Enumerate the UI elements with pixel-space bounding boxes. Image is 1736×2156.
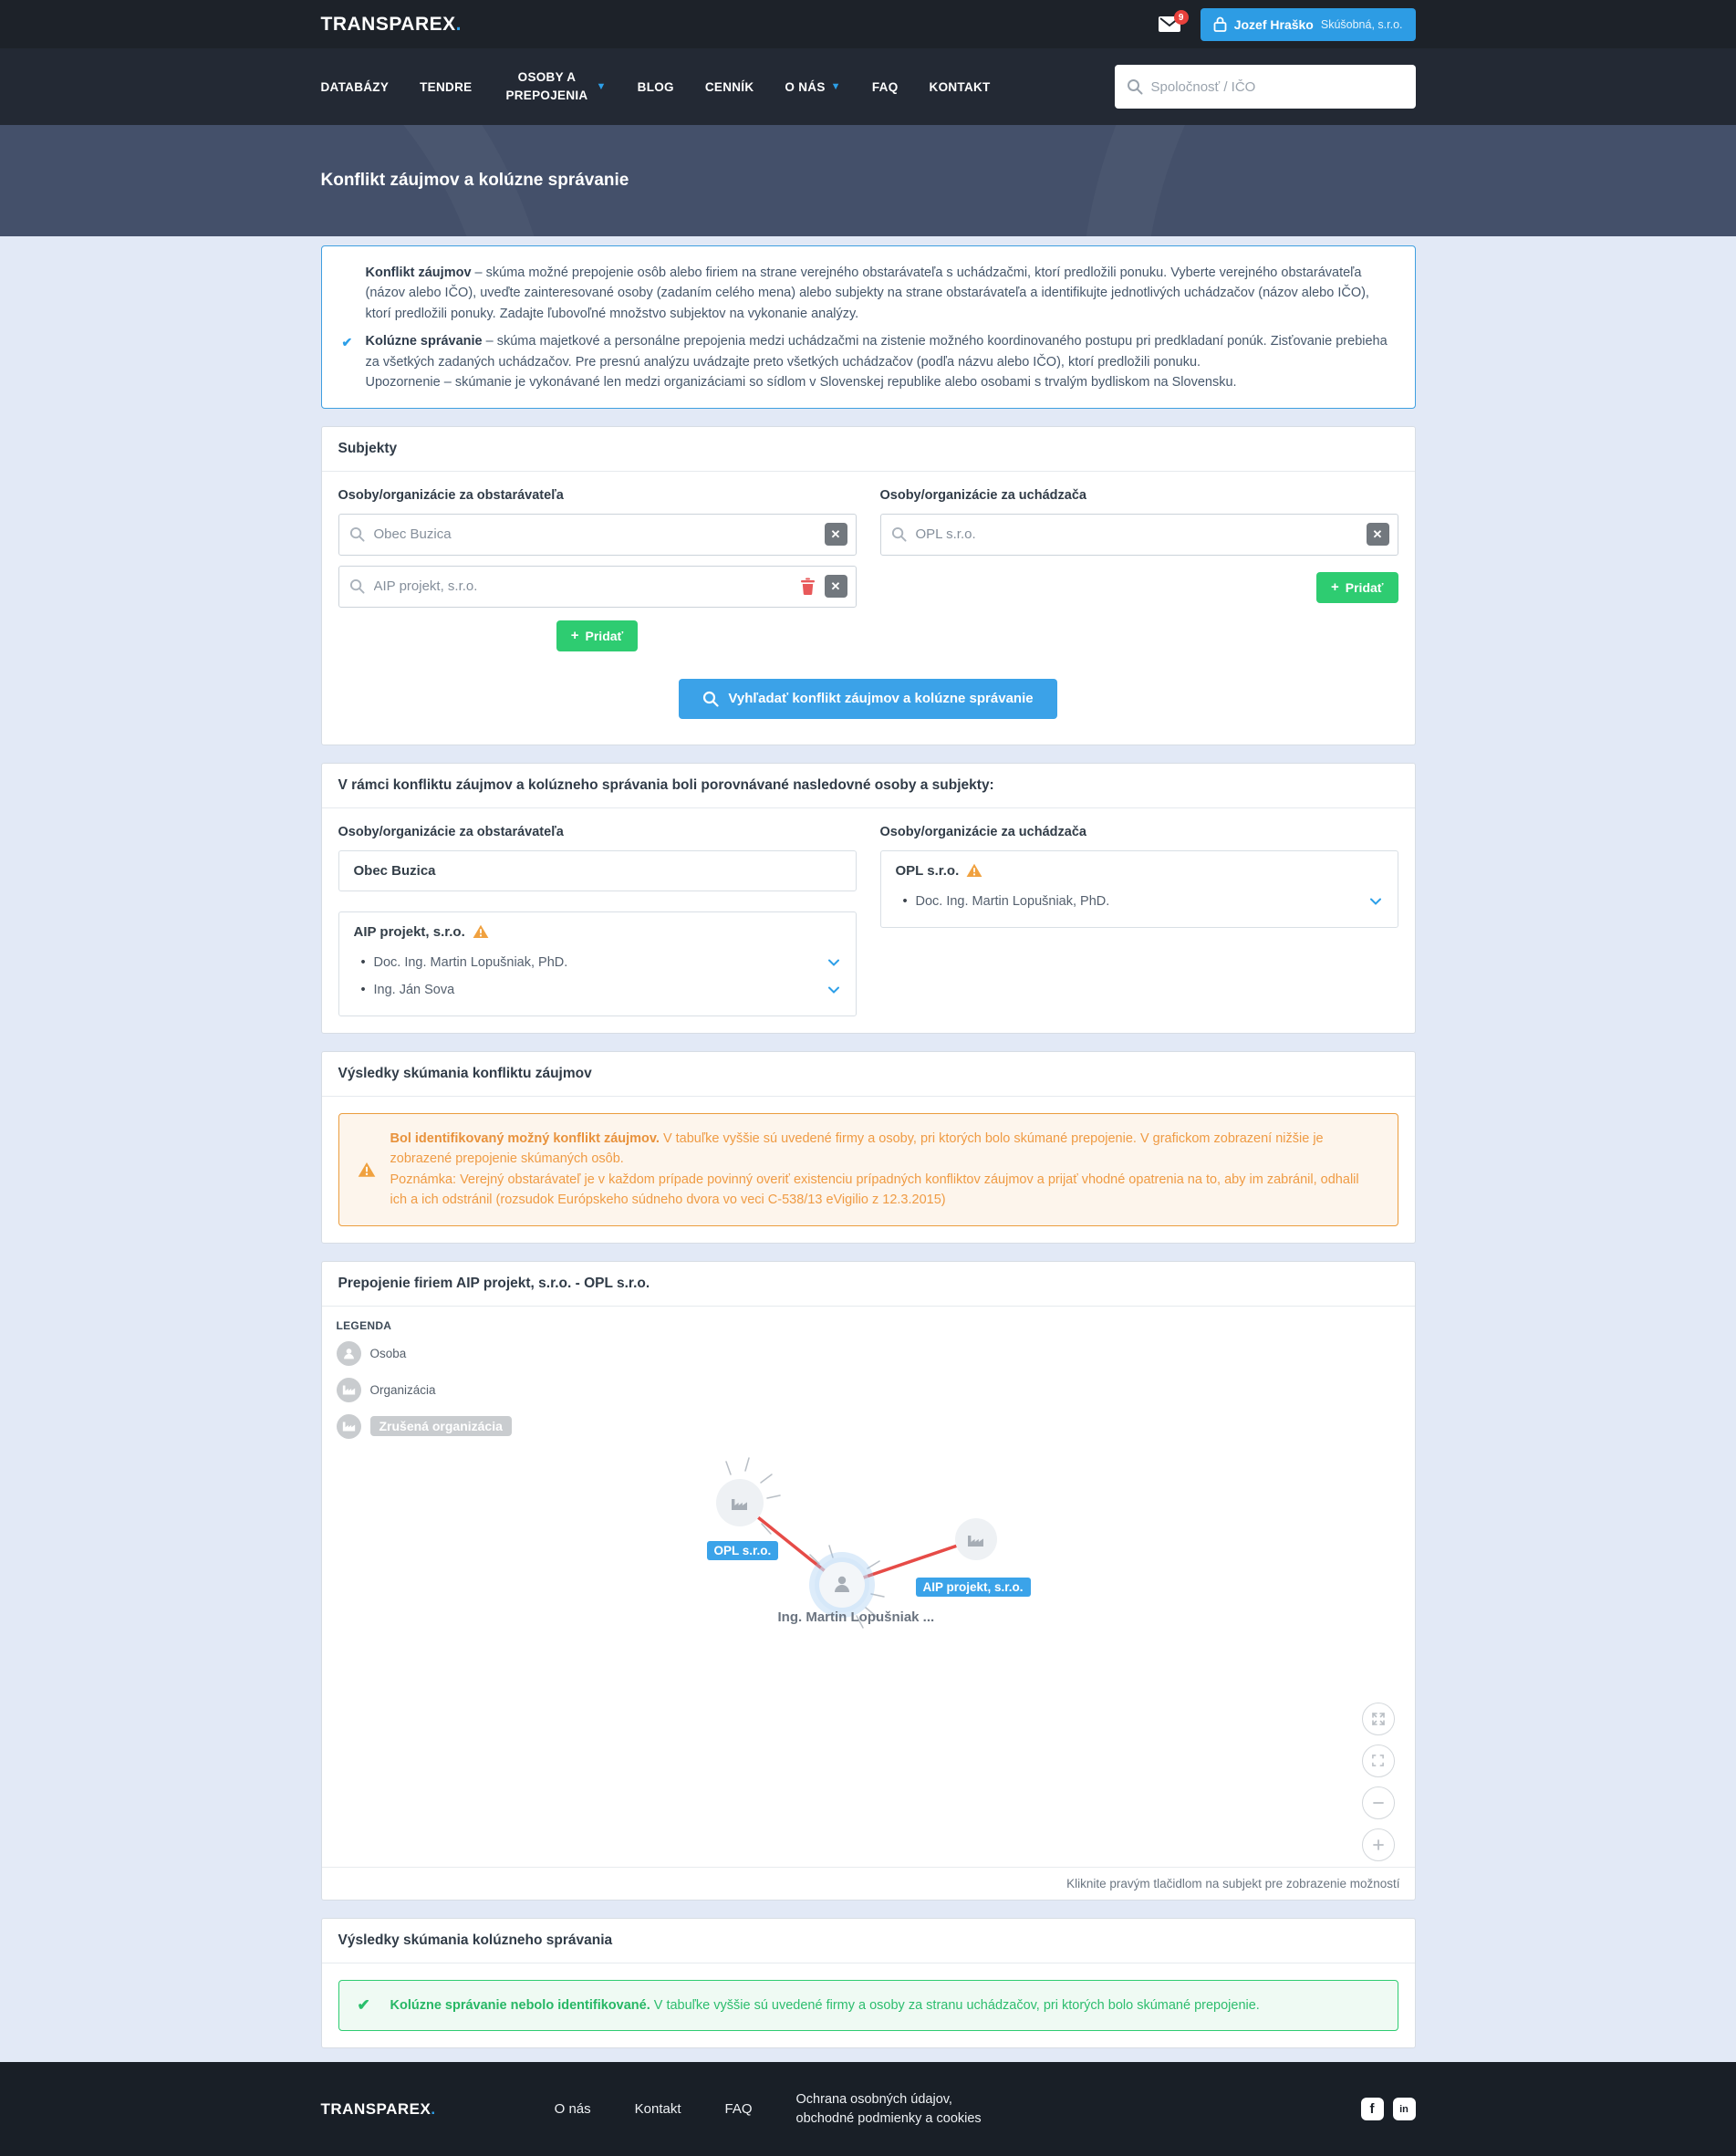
- intro-info-card: [321, 245, 1416, 409]
- add-bidder-subject-button[interactable]: + Pridať: [1316, 572, 1398, 603]
- warning-icon: [358, 1161, 376, 1178]
- chevron-down-icon: ▼: [596, 80, 607, 92]
- plus-icon: [1372, 1838, 1385, 1851]
- page-footer: [0, 2062, 1736, 2156]
- plus-icon: +: [570, 628, 579, 644]
- search-icon: [702, 691, 719, 707]
- search-icon: [349, 578, 365, 594]
- graph-legend: LEGENDA Osoba Organizácia Zrušená organizácia: [337, 1319, 512, 1451]
- check-icon: ✔: [341, 335, 353, 350]
- subjects-card: [321, 426, 1416, 745]
- zoom-out-button[interactable]: [1362, 1786, 1395, 1819]
- intro-collusion-note: Upozornenie – skúmanie je vykonávané len medzi organizáciami so sídlom v Slovenskej republike alebo osobami s trvalým bydliskom na Slovensku.: [365, 375, 1237, 391]
- nav-item-o-nas[interactable]: O NÁS ▼: [785, 79, 841, 94]
- footer-link-o-nas[interactable]: O nás: [554, 2101, 591, 2118]
- intro-conflict-title: Konflikt záujmov: [365, 266, 472, 280]
- conflict-alert-note: Poznámka: Verejný obstarávateľ je v každom prípade povinný overiť existenciu prípadných konfliktov záujmov a prijať vhodné opatrenia na to, aby im zabránil, odhalil ich a ich odstránil (rozsudok Európskeho súdneho dvora vo veci C-538/13 eVigilio z 12.3.2015): [390, 1172, 1359, 1208]
- bidder-subject-input[interactable]: [880, 514, 1398, 556]
- trash-icon: [800, 578, 816, 595]
- cancelled-organization-badge: Zrušená organizácia: [370, 1416, 512, 1436]
- fit-corners-icon: [1371, 1754, 1385, 1767]
- company-search-input[interactable]: [1115, 65, 1416, 109]
- facebook-icon[interactable]: f: [1361, 2098, 1384, 2120]
- user-account-button[interactable]: [1201, 8, 1416, 41]
- graph-card: [321, 1261, 1416, 1901]
- person-icon: [337, 1341, 361, 1366]
- main-content: [321, 245, 1416, 2048]
- intro-collusion-title: Kolúzne správanie: [365, 334, 483, 349]
- conflict-warning-alert: Bol identifikovaný možný konflikt záujmov. V tabuľke vyššie sú uvedené firmy a osoby, pri ktorých bolo skúmané prepojenie. V grafickom zobrazení nižšie je zobrazené prepojenie skúmaných osôb. Poznámka: Verejný obstarávateľ je v každom prípade povinný overiť existenciu prípadných konfliktov záujmov a prijať vhodné opatrenia na to, aby im zabránil, odhalil ich a ich odstránil (rozsudok Európskeho súdneho dvora vo veci C-538/13 eVigilio z 12.3.2015): [338, 1113, 1398, 1226]
- clear-input-button[interactable]: ✕: [1367, 523, 1389, 546]
- lock-icon: [1213, 16, 1227, 32]
- main-nav: [0, 48, 1736, 125]
- graph-controls: [1362, 1703, 1395, 1861]
- search-icon: [349, 526, 365, 542]
- entity-card-opl: OPL s.r.o. • Doc. Ing. Martin Lopušniak, PhD.: [880, 850, 1398, 928]
- entity-card-obec-buzica: Obec Buzica: [338, 850, 857, 891]
- bidder-label: Osoby/organizácie za uchádzača: [879, 824, 1086, 839]
- collusion-results-title: Výsledky skúmania kolúzneho správania: [338, 1932, 613, 1948]
- nav-item-kontakt[interactable]: KONTAKT: [929, 79, 991, 94]
- conflict-results-card: [321, 1051, 1416, 1244]
- bidder-label: Osoby/organizácie za uchádzača: [879, 487, 1086, 503]
- plus-icon: +: [1331, 579, 1339, 596]
- hero-banner: [0, 125, 1736, 236]
- top-bar: [0, 0, 1736, 48]
- nav-item-databazy[interactable]: DATABÁZY: [320, 79, 390, 94]
- brand-logo-dot: .: [431, 2099, 436, 2118]
- organization-icon: [337, 1378, 361, 1402]
- page-title: Konflikt záujmov a kolúzne správanie: [320, 171, 629, 190]
- graph-node-aip[interactable]: [955, 1518, 997, 1560]
- notification-badge: 9: [1174, 10, 1189, 25]
- comparison-title: V rámci konfliktu záujmov a kolúzneho správania boli porovnávané nasledovné osoby a subjekty:: [338, 776, 994, 793]
- relationship-graph-canvas[interactable]: [322, 1307, 1415, 1867]
- contracting-authority-label: Osoby/organizácie za obstarávateľa: [338, 824, 564, 839]
- footer-link-faq[interactable]: FAQ: [724, 2101, 753, 2118]
- linkedin-icon[interactable]: in: [1393, 2098, 1416, 2120]
- contracting-authority-label: Osoby/organizácie za obstarávateľa: [338, 487, 564, 503]
- collusion-alert-bold: Kolúzne správanie nebolo identifikované.: [390, 1997, 650, 2013]
- arrows-out-icon: [1371, 1712, 1386, 1726]
- graph-label-aip[interactable]: AIP projekt, s.r.o.: [916, 1578, 1031, 1597]
- footer-link-kontakt[interactable]: Kontakt: [634, 2101, 681, 2118]
- add-authority-subject-button[interactable]: + Pridať: [556, 620, 639, 651]
- graph-node-person[interactable]: [809, 1552, 875, 1618]
- linked-person-row: • Ing. Ján Sova: [354, 976, 841, 1004]
- user-name: Jozef Hraško: [1233, 16, 1314, 32]
- authority-subject-input[interactable]: [338, 514, 857, 556]
- graph-label-opl[interactable]: OPL s.r.o.: [707, 1541, 779, 1560]
- collusion-success-alert: ✔ Kolúzne správanie nebolo identifikované. V tabuľke vyššie sú uvedené firmy a osoby za stranu uchádzačov, pri ktorých bolo skúmané prepojenie.: [338, 1980, 1398, 2031]
- chevron-down-icon: ▼: [830, 80, 841, 92]
- brand-logo-dot: .: [455, 13, 462, 35]
- entity-card-aip-projekt: AIP projekt, s.r.o. • Doc. Ing. Martin Lopušniak, PhD. • Ing. Ján Sova: [338, 911, 857, 1016]
- nav-item-osoby-a-prepojenia[interactable]: OSOBY A PREPOJENIA ▼: [505, 69, 607, 102]
- search-conflict-button[interactable]: Vyhľadať konflikt záujmov a kolúzne správanie: [679, 679, 1056, 719]
- subjects-title: Subjekty: [338, 440, 398, 456]
- footer-link-privacy[interactable]: Ochrana osobných údajov, obchodné podmienky a cookies: [795, 2092, 982, 2126]
- linked-person-row: • Doc. Ing. Martin Lopušniak, PhD.: [354, 949, 841, 976]
- clear-input-button[interactable]: ✕: [825, 575, 847, 598]
- conflict-results-title: Výsledky skúmania konfliktu záujmov: [338, 1065, 592, 1081]
- expand-chevron-icon[interactable]: [1370, 898, 1381, 905]
- cancelled-organization-icon: [337, 1414, 361, 1439]
- clear-input-button[interactable]: ✕: [825, 523, 847, 546]
- nav-item-faq[interactable]: FAQ: [871, 79, 899, 94]
- graph-label-person: Ing. Martin Lopušniak ...: [777, 1609, 935, 1625]
- intro-conflict-paragraph: Konflikt záujmov – skúma možné prepojenie osôb alebo firiem na strane verejného obstarávateľa s uchádzačmi, ktorí predložili ponuku. Vyberte verejného obstarávateľa (názov alebo IČO), uveďte zainteresované osoby (zadaním celého mena) alebo subjekty na strane obstarávateľa a identifikujte jednotlivých uchádzačov (názov alebo IČO), ktorí predložili ponuky. Zadajte ľubovoľné množstvo subjektov na vykonanie analýzy.: [365, 266, 1369, 321]
- nav-item-blog[interactable]: BLOG: [637, 79, 674, 94]
- linked-person-row: • Doc. Ing. Martin Lopušniak, PhD.: [896, 888, 1383, 915]
- nav-item-cennik[interactable]: CENNÍK: [704, 79, 754, 94]
- footer-brand-logo[interactable]: TRANSPAREX.: [320, 2099, 436, 2118]
- intro-collusion-paragraph: ✔ Kolúzne správanie – skúma majetkové a personálne prepojenia medzi uchádzačmi na zistenie možného koordinovaného postupu pri predkladaní ponúk. Zisťovanie prebieha za všetkých zadaných uchádzačov. Pre presnú analýzu uvádzajte preto všetkých uchádzačov (podľa názvu alebo IČO), ktorí predložili ponuku. Upozornenie – skúmanie je vykonávané len medzi organizáciami so sídlom v Slovenskej republike alebo osobami s trvalým bydliskom na Slovensku.: [342, 331, 1393, 392]
- expand-chevron-icon[interactable]: [828, 959, 839, 966]
- search-icon: [1127, 78, 1143, 95]
- minus-icon: [1372, 1797, 1385, 1809]
- warning-icon: [966, 863, 982, 878]
- expand-chevron-icon[interactable]: [828, 986, 839, 994]
- collusion-results-card: [321, 1918, 1416, 2048]
- conflict-alert-bold: Bol identifikovaný možný konflikt záujmov.: [390, 1130, 660, 1146]
- user-company: Skúšobná, s.r.o.: [1320, 17, 1403, 31]
- fit-view-button[interactable]: [1362, 1745, 1395, 1777]
- legend-title: LEGENDA: [336, 1318, 392, 1332]
- graph-title: Prepojenie firiem AIP projekt, s.r.o. - OPL s.r.o.: [338, 1275, 650, 1291]
- comparison-card: [321, 763, 1416, 1034]
- notifications-button[interactable]: [1159, 12, 1184, 32]
- graph-hint: Kliknite pravým tlačidlom na subjekt pre zobrazenie možností: [322, 1867, 1415, 1900]
- expand-graph-button[interactable]: [1362, 1703, 1395, 1735]
- delete-row-button[interactable]: [800, 578, 816, 595]
- search-icon: [891, 526, 907, 542]
- nav-item-tendre[interactable]: TENDRE: [420, 79, 473, 94]
- brand-logo[interactable]: TRANSPAREX.: [320, 13, 462, 35]
- check-icon: ✔: [357, 1995, 370, 2014]
- graph-node-opl[interactable]: [716, 1479, 764, 1526]
- zoom-in-button[interactable]: [1362, 1828, 1395, 1861]
- warning-icon: [473, 924, 489, 939]
- authority-subject-input[interactable]: [338, 566, 857, 608]
